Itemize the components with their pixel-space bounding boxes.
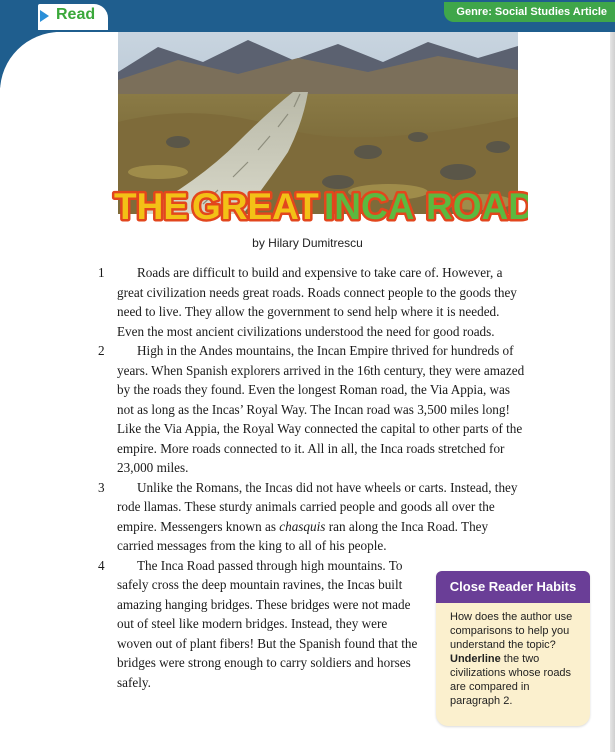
article-title	[108, 179, 528, 229]
paragraph-2	[98, 341, 528, 478]
vocabulary-term: chasquis	[279, 518, 326, 534]
paragraph-text[interactable]: Roads are difficult to build and expensive to take care of. However, a great civilization needs great roads. Roads connect people to the goods they need to live. They allow the government to send help where it is needed. Even the most ancient civilizations understood the need for good roads.	[117, 265, 517, 339]
paragraph-1	[98, 263, 528, 341]
read-tab-label: Read	[56, 6, 96, 23]
paragraph-number: 2	[98, 343, 105, 358]
genre-badge: Genre: Social Studies Article	[444, 2, 615, 22]
paragraph-number: 1	[98, 265, 105, 280]
page-edge-shadow	[610, 32, 615, 752]
sidebar-instruction-verb: Underline	[450, 653, 501, 665]
sidebar-title: Close Reader Habits	[436, 571, 590, 603]
paragraph-text[interactable]	[117, 478, 528, 556]
paragraph-3	[98, 478, 528, 556]
sidebar-instruction	[450, 652, 580, 708]
title-word-the: THE	[114, 186, 188, 227]
paragraph-number: 3	[98, 479, 105, 495]
paragraph-text-part: Unlike the Romans, the Incas did not have wheels or carts. Instead, they rode llamas. These sturdy animals carried people and goods all over the empire. Messengers known as	[117, 479, 518, 534]
play-arrow-icon	[40, 10, 49, 22]
paragraph-number: 4	[98, 557, 105, 573]
sidebar-instruction-text: the two civilizations whose roads are compared in paragraph 2.	[450, 653, 572, 707]
byline: by Hilary Dumitrescu	[252, 236, 363, 250]
close-reader-habits-box	[436, 571, 590, 726]
sidebar-body	[436, 603, 590, 708]
paragraph-text[interactable]: The Inca Road passed through high mountains. To safely cross the deep mountain ravines, the Incas built amazing hanging bridges. These bridges were not made out of steel like modern bridges. Instead, they were woven out of plant fibers! But the Spanish found that the bridges were strong enough to carry soldiers and horses safely.	[117, 557, 418, 690]
title-lettering	[108, 179, 528, 229]
sidebar-question: How does the author use comparisons to help you understand the topic?	[450, 611, 573, 651]
title-word-great: GREAT	[192, 186, 319, 227]
paragraph-text[interactable]: High in the Andes mountains, the Incan Empire thrived for hundreds of years. When Spanish explorers arrived in the 16th century, they were amazed by the roads they found. Even the longest Roman road, the Via Appia, was not as long as the Incas’ Royal Way. The Incan road was 3,500 miles long! Like the Via Appia, the Royal Way connected the capital to other parts of the empire. More roads connected to it. All in all, the Inca roads stretched for 23,000 miles.	[117, 343, 525, 475]
title-word-inca: INCA	[324, 186, 415, 227]
paragraph-text-part: ran along the Inca Road. They carried messages from the king to all of his people.	[117, 518, 489, 553]
title-word-road: ROAD	[426, 186, 528, 227]
